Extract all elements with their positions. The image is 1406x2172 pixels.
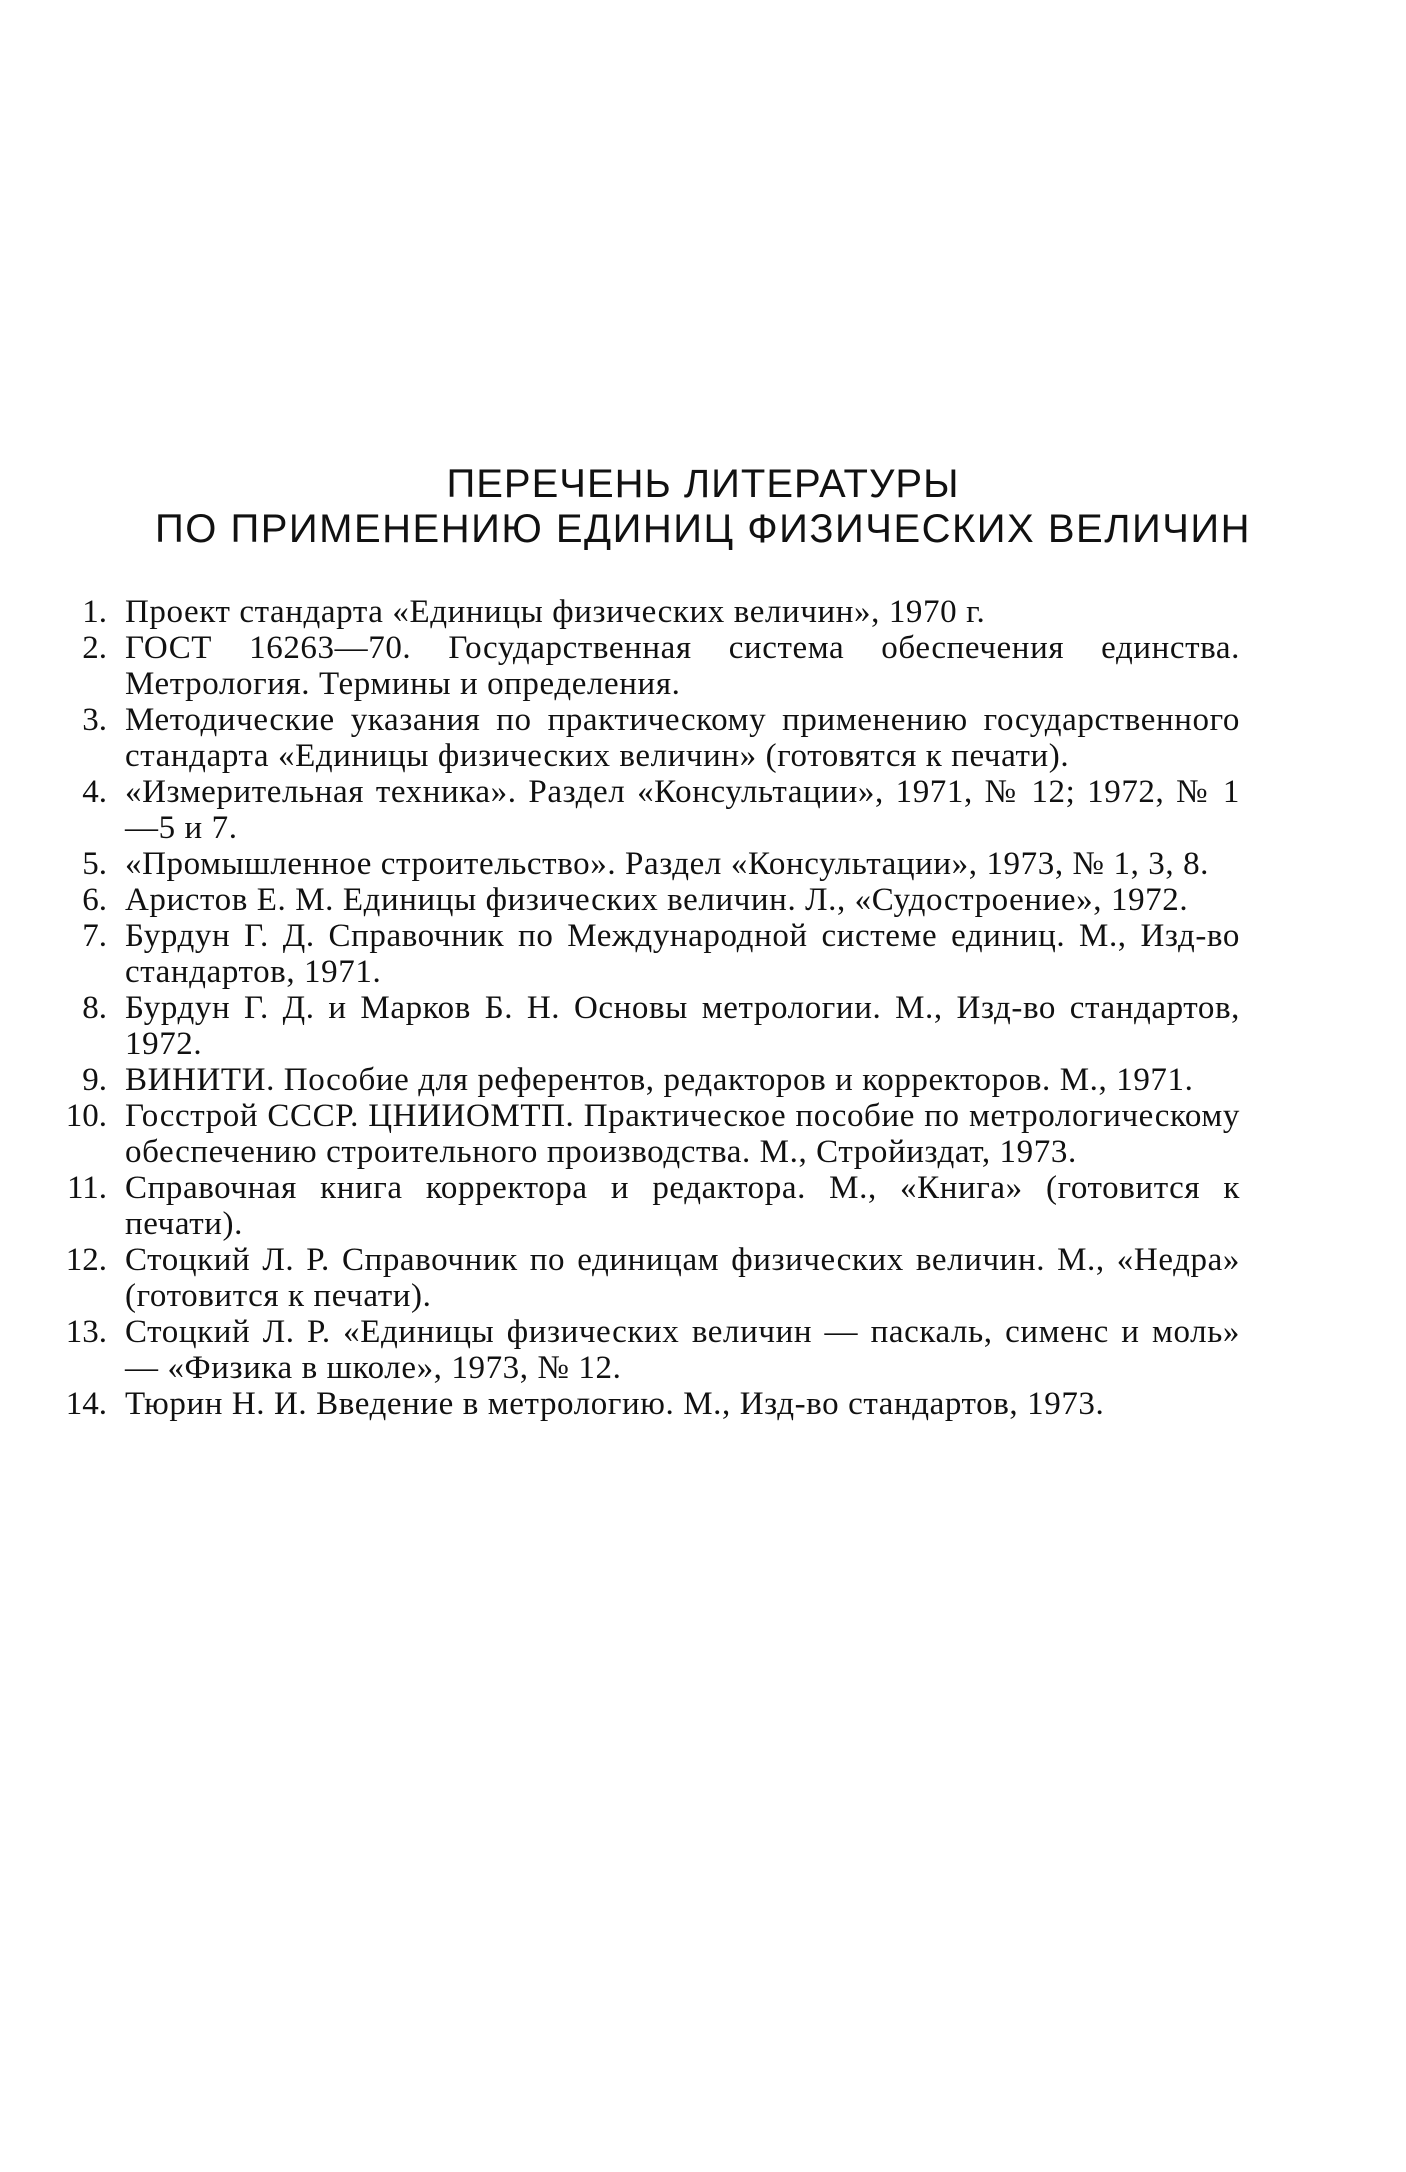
reference-text: ВИНИТИ. Пособие для референтов, редакторов и корректоров. М., 1971. [125, 1062, 1194, 1098]
reference-text: «Промышленное строительство». Раздел «Консультации», 1973, № 1, 3, 8. [125, 846, 1210, 882]
reference-text: Бурдун Г. Д. и Марков Б. Н. Основы метрологии. М., Изд-во стандартов, 1972. [125, 990, 1240, 1062]
reference-number: 7. [82, 918, 107, 954]
reference-number: 11. [66, 1170, 107, 1206]
list-item [82, 774, 1240, 846]
list-item [82, 702, 1240, 774]
reference-number: 13. [65, 1314, 107, 1350]
list-item [65, 1098, 1240, 1170]
reference-number: 9. [82, 1062, 107, 1098]
list-item [65, 1242, 1240, 1314]
reference-text: Аристов Е. М. Единицы физических величин. Л., «Судостроение», 1972. [125, 882, 1189, 918]
list-item [65, 1314, 1240, 1386]
reference-number: 12. [65, 1242, 107, 1278]
reference-number: 2. [82, 630, 107, 666]
reference-text: «Измерительная техника». Раздел «Консультации», 1971, № 12; 1972, № 1—5 и 7. [125, 774, 1240, 846]
reference-text: Стоцкий Л. Р. Справочник по единицам физических величин. М., «Недра» (готовится к печати). [125, 1242, 1240, 1314]
reference-number: 8. [82, 990, 107, 1026]
reference-number: 3. [82, 702, 107, 738]
reference-text: Стоцкий Л. Р. «Единицы физических величин — паскаль, сименс и моль» — «Физика в школе», 1973, № 12. [125, 1314, 1240, 1386]
reference-text: Тюрин Н. И. Введение в метрологию. М., Изд-во стандартов, 1973. [125, 1386, 1105, 1422]
list-item [82, 846, 1240, 882]
list-item [65, 1386, 1240, 1422]
reference-text: Госстрой СССР. ЦНИИОМТП. Практическое пособие по метрологическому обеспечению строительного производства. М., Стройиздат, 1973. [125, 1098, 1240, 1170]
reference-number: 1. [82, 594, 107, 630]
reference-number: 14. [65, 1386, 107, 1422]
page-title: ПЕРЕЧЕНЬ ЛИТЕРАТУРЫ [446, 462, 960, 506]
page-subtitle: ПО ПРИМЕНЕНИЮ ЕДИНИЦ ФИЗИЧЕСКИХ ВЕЛИЧИН [154, 507, 1252, 551]
reference-text: ГОСТ 16263—70. Государственная система обеспечения единства. Метрология. Термины и определения. [125, 630, 1240, 702]
list-item [82, 882, 1240, 918]
reference-text: Проект стандарта «Единицы физических величин», 1970 г. [125, 594, 986, 630]
reference-number: 5. [82, 846, 107, 882]
list-item [82, 990, 1240, 1062]
reference-text: Справочная книга корректора и редактора. М., «Книга» (готовится к печати). [125, 1170, 1240, 1242]
reference-number: 4. [82, 774, 107, 810]
list-item [66, 1170, 1240, 1242]
reference-number: 6. [82, 882, 107, 918]
list-item [82, 918, 1240, 990]
list-item [82, 594, 1240, 630]
reference-list [65, 594, 1240, 1422]
reference-text: Методические указания по практическому применению государственного стандарта «Единицы физических величин» (готовятся к печати). [125, 702, 1240, 774]
reference-text: Бурдун Г. Д. Справочник по Международной системе единиц. М., Изд-во стандартов, 1971. [125, 918, 1240, 990]
list-item [82, 630, 1240, 702]
list-item [82, 1062, 1240, 1098]
reference-number: 10. [65, 1098, 107, 1134]
